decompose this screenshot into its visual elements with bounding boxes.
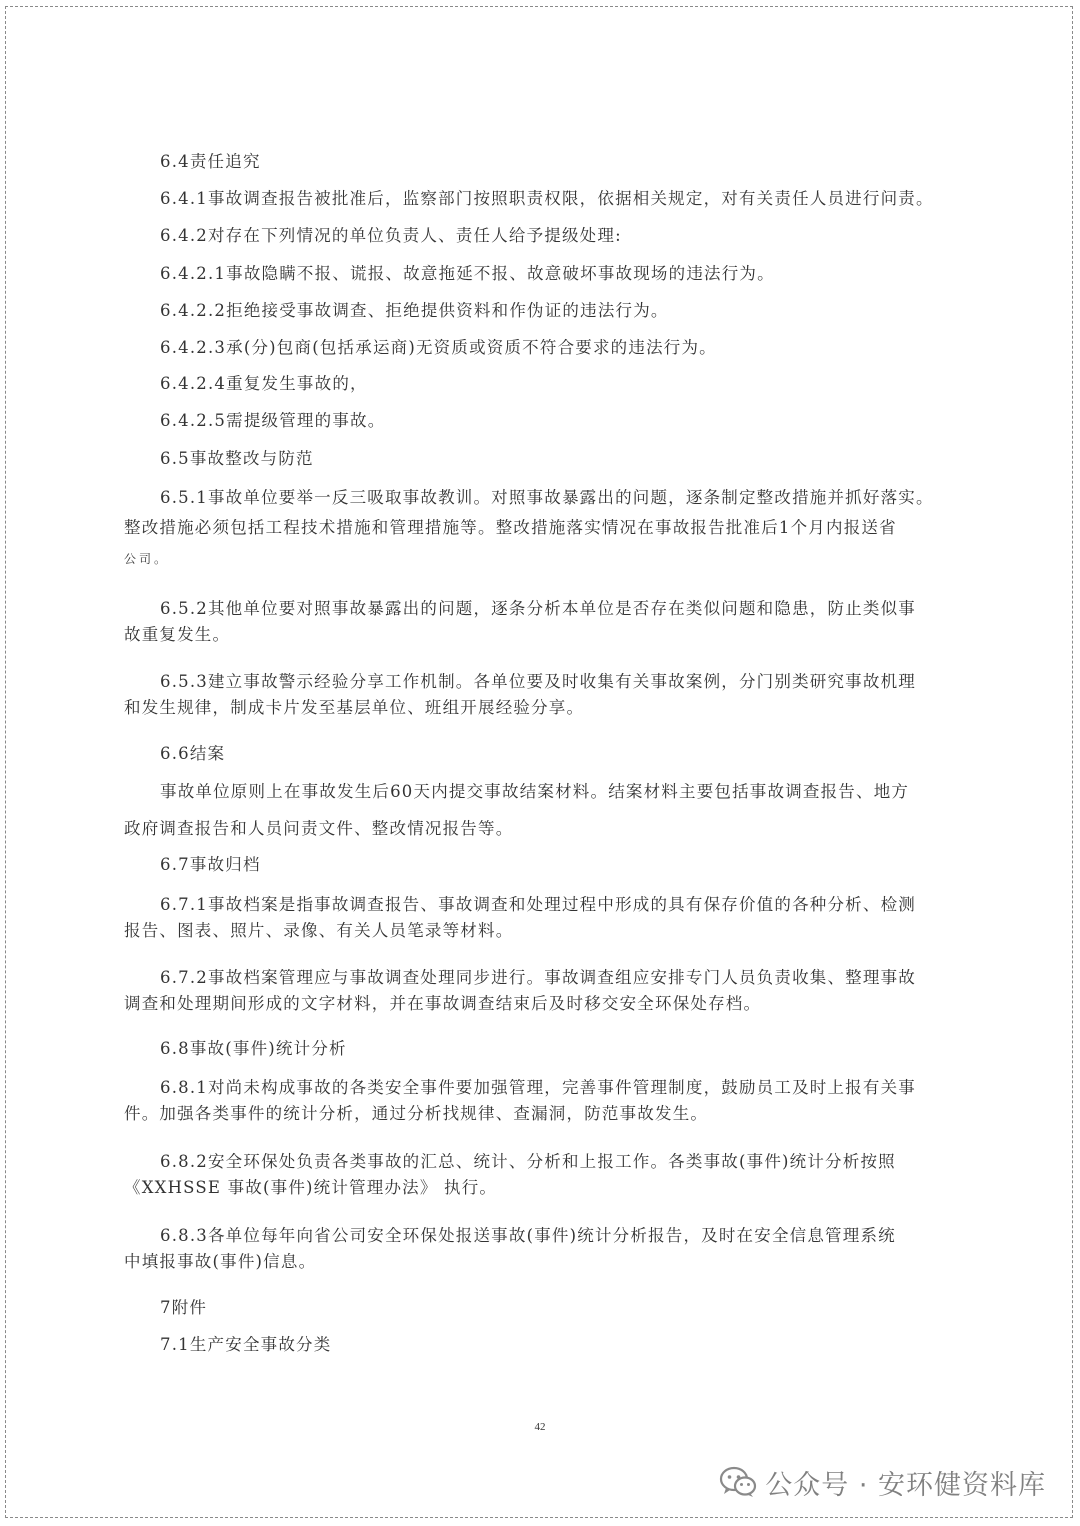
page-number: 42 (534, 1421, 546, 1433)
wechat-logo-icon (719, 1465, 757, 1499)
paragraph-line: 中填报事故(事件)信息。 (124, 1252, 317, 1271)
paragraph-line: 6.4.1事故调查报告被批准后，监察部门按照职责权限，依据相关规定，对有关责任人员进行问责。 (160, 189, 934, 208)
paragraph-line: 整改措施必须包括工程技术措施和管理措施等。整改措施落实情况在事故报告批准后1个月内报送省 (124, 518, 897, 537)
paragraph-line: 6.5.3建立事故警示经验分享工作机制。各单位要及时收集有关事故案例，分门别类研究事故机理 (160, 672, 916, 691)
paragraph-line: 6.4.2.3承(分)包商(包括承运商)无资质或资质不符合要求的违法行为。 (160, 338, 717, 357)
section-heading-6-5: 6.5事故整改与防范 (160, 449, 314, 468)
paragraph-line: 6.4.2.2拒绝接受事故调查、拒绝提供资料和作伪证的违法行为。 (160, 301, 669, 320)
paragraph-line: 公司。 (124, 552, 170, 566)
watermark (719, 1460, 1046, 1504)
paragraph-line: 6.7.1事故档案是指事故调查报告、事故调查和处理过程中形成的具有保存价值的各种分析、检测 (160, 895, 916, 914)
section-heading-6-6: 6.6结案 (160, 744, 226, 763)
section-heading-7-1: 7.1生产安全事故分类 (160, 1335, 332, 1354)
watermark-text: 公众号 · 安环健资料库 (765, 1469, 1046, 1501)
paragraph-line: 《XXHSSE 事故(事件)统计管理办法》 执行。 (124, 1178, 498, 1197)
section-heading-6-7: 6.7事故归档 (160, 855, 261, 874)
section-heading-6-4: 6.4责任追究 (160, 152, 261, 171)
paragraph-line: 6.5.1事故单位要举一反三吸取事故教训。对照事故暴露出的问题，逐条制定整改措施并抓好落实。 (160, 488, 934, 507)
paragraph-line: 6.4.2.1事故隐瞒不报、谎报、故意拖延不报、故意破坏事故现场的违法行为。 (160, 264, 775, 283)
paragraph-line: 报告、图表、照片、录像、有关人员笔录等材料。 (124, 921, 514, 940)
paragraph-line: 6.8.1对尚未构成事故的各类安全事件要加强管理，完善事件管理制度，鼓励员工及时上报有关事 (160, 1078, 916, 1097)
paragraph-line: 6.8.2安全环保处负责各类事故的汇总、统计、分析和上报工作。各类事故(事件)统计分析按照 (160, 1152, 896, 1171)
paragraph-line: 调查和处理期间形成的文字材料，并在事故调查结束后及时移交安全环保处存档。 (124, 994, 762, 1013)
paragraph-line: 事故单位原则上在事故发生后60天内提交事故结案材料。结案材料主要包括事故调查报告、地方 (160, 782, 910, 801)
paragraph-line: 6.8.3各单位每年向省公司安全环保处报送事故(事件)统计分析报告，及时在安全信息管理系统 (160, 1226, 896, 1245)
paragraph-line: 6.7.2事故档案管理应与事故调查处理同步进行。事故调查组应安排专门人员负责收集、整理事故 (160, 968, 916, 987)
section-heading-6-8: 6.8事故(事件)统计分析 (160, 1039, 347, 1058)
paragraph-line: 故重复发生。 (124, 625, 231, 644)
paragraph-line: 和发生规律，制成卡片发至基层单位、班组开展经验分享。 (124, 698, 585, 717)
paragraph-line: 政府调查报告和人员问责文件、整改情况报告等。 (124, 819, 514, 838)
section-heading-7: 7附件 (160, 1298, 208, 1317)
paragraph-line: 6.4.2.4重复发生事故的， (160, 374, 368, 393)
paragraph-line: 件。加强各类事件的统计分析，通过分析找规律、查漏洞，防范事故发生。 (124, 1104, 709, 1123)
paragraph-line: 6.4.2对存在下列情况的单位负责人、责任人给予提级处理: (160, 226, 622, 245)
paragraph-line: 6.5.2其他单位要对照事故暴露出的问题，逐条分析本单位是否存在类似问题和隐患，防止类似事 (160, 599, 916, 618)
paragraph-line: 6.4.2.5需提级管理的事故。 (160, 411, 386, 430)
